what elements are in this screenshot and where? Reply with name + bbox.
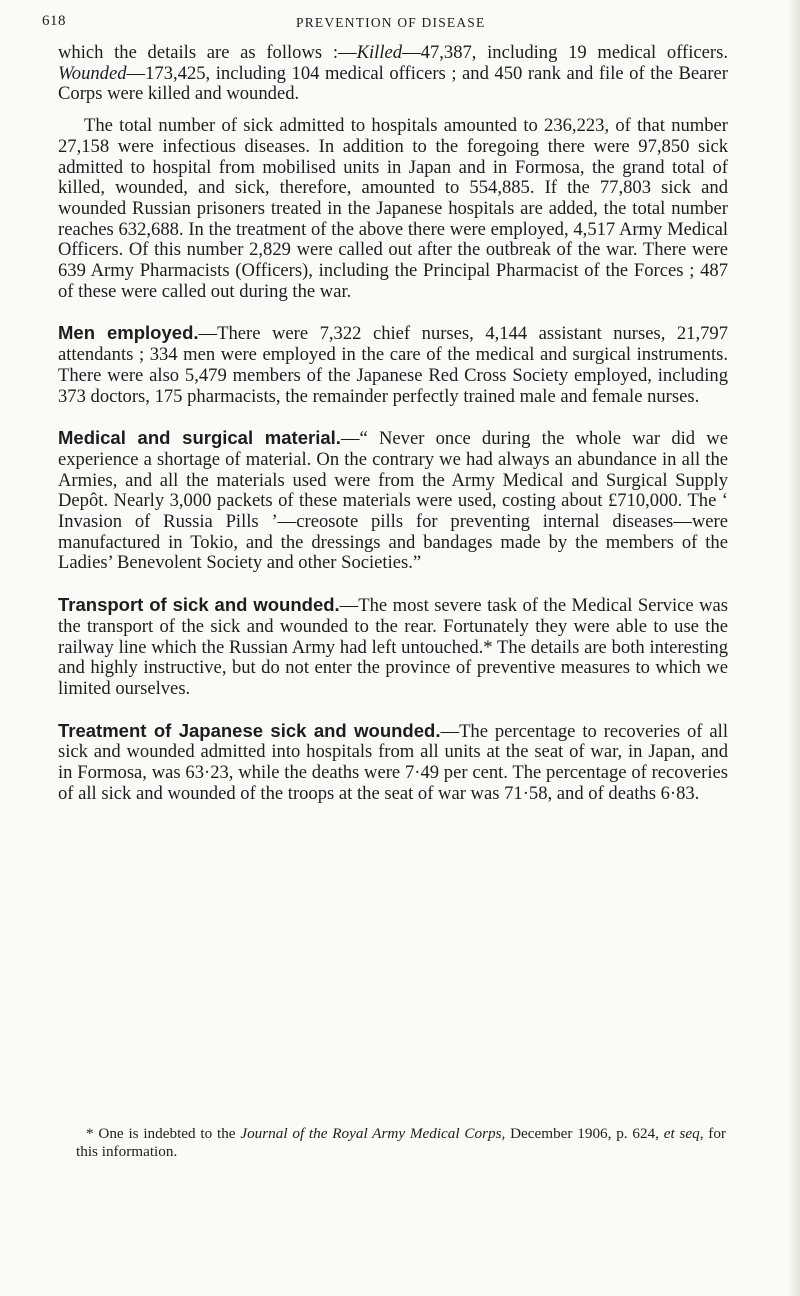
- medical-material-text: —“ Never once during the whole war did we experience a shortage of material. On the contrary we had always an abundance in all the Armies, and all the materials used were from the Army Medical and Surgical Supply Depôt. Nearly 3,000 packets of these materials were used, costing about £710,000. The ‘ Invasion of Russia Pills ’—creosote pills for preventing internal diseases—were manufactured in Tokio, and the dressings and bandages made by the members of the Ladies’ Benevolent Society and other Societies.”: [58, 428, 728, 574]
- men-employed-text: —There were 7,322 chief nurses, 4,144 assistant nurses, 21,797 attendants ; 334 men were employed in the care of the medical and surgical instruments. There were also 5,479 members of the Japanese Red Cross Society employed, including 373 doctors, 175 pharmacists, the remainder perfectly trained male and female nurses.: [58, 323, 728, 407]
- treatment-text: —The percentage to recoveries of all sick and wounded admitted into hospitals from all units at the seat of war, in Japan, and in Formosa, was 63·23, while the deaths were 7·49 per cent. The percentage of recoveries of all sick and wounded of the troops at the seat of war was 71·58, and of deaths 6·83.: [58, 720, 728, 804]
- footnote-date: , December 1906, p. 624,: [501, 1125, 664, 1142]
- wounded-label: Wounded: [58, 62, 127, 84]
- footnote-journal-title: Journal of the Royal Army Medical Corps: [240, 1125, 502, 1142]
- paragraph-sick-totals: The total number of sick admitted to hospitals amounted to 236,223, of that number 27,158 were infectious diseases. In addition to the foregoing there were 97,850 sick admitted to hospital from mobilised units in Japan and in Formosa, the grand total of killed, wounded, and sick, therefore, amounted to 554,885. If the 77,803 sick and wounded Russian prisoners treated in the Japanese hospitals are added, the total number reaches 632,688. In the treatment of the above there were employed, 4,517 Army Medical Officers. Of this number 2,829 were called out after the outbreak of the war. There were 639 Army Pharmacists (Officers), including the Principal Pharmacist of the Forces ; 487 of these were called out during the war.: [58, 115, 728, 302]
- footnote-et-seq: et seq: [663, 1125, 700, 1142]
- section-heading-transport: Transport of sick and wounded.: [58, 594, 340, 616]
- transport-text: —The most severe task of the Medical Service was the transport of the sick and wounded to the rear. Fortunately they were able to use the railway line which the Russian Army had left untouched.* The details are both interesting and highly instructive, but do not enter the province of preventive measures to which we limited ourselves.: [58, 595, 728, 699]
- killed-details: —47,387, including 19 medical officers.: [402, 42, 728, 63]
- running-head: PREVENTION OF DISEASE: [296, 15, 486, 30]
- wounded-details: —173,425, including 104 medical officers ; and 450 rank and file of the Bearer Corps were killed and wounded.: [58, 62, 728, 105]
- section-heading-medical-material: Medical and surgical material.: [58, 427, 341, 449]
- page-edge-shadow: [788, 0, 800, 1296]
- section-heading-treatment: Treatment of Japanese sick and wounded.: [58, 719, 441, 741]
- paragraph-casualties: [58, 43, 728, 105]
- section-heading-men-employed: Men employed.: [58, 322, 199, 344]
- page-number: 618: [42, 13, 66, 29]
- footnote-intro: * One is indebted to the: [86, 1125, 241, 1142]
- footnote: [76, 1125, 726, 1160]
- paragraph-treatment: [58, 721, 728, 805]
- paragraph-men-employed: [58, 323, 728, 407]
- paragraph-medical-material: [58, 428, 728, 574]
- killed-label: Killed: [356, 42, 403, 63]
- casualties-intro: which the details are as follows :—: [58, 42, 357, 63]
- footnote-end: , for this information.: [76, 1125, 726, 1160]
- body-text: [58, 43, 728, 805]
- footnote-text: [76, 1125, 726, 1160]
- paragraph-transport: [58, 595, 728, 700]
